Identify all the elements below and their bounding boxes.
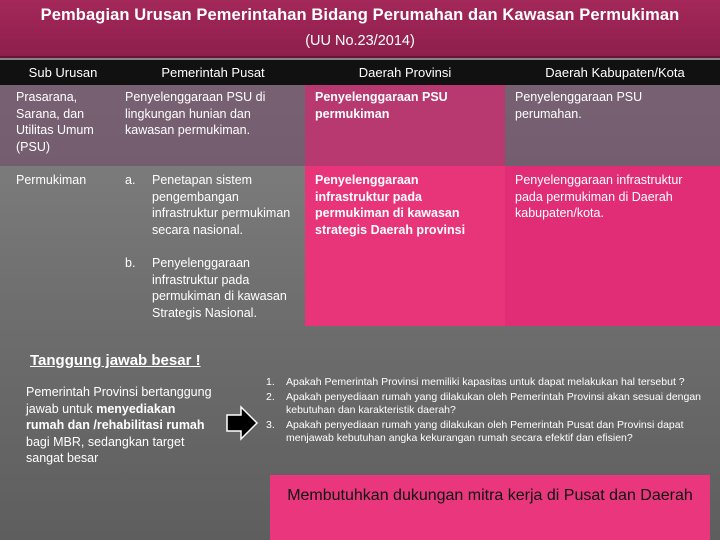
cell-pusat-psu: Penyelenggaraan PSU di lingkungan hunian dan kawasan permukiman. bbox=[125, 90, 266, 137]
cell-kabkota-psu: Penyelenggaraan PSU perumahan. bbox=[515, 90, 643, 121]
right-arrow-icon bbox=[225, 405, 259, 441]
question-text: Apakah penyediaan rumah yang dilakukan oleh Pemerintah Pusat dan Provinsi dapat menjawab kebutuhan angka kekurangan rumah secara efektif dan efisien? bbox=[286, 418, 684, 444]
question-item bbox=[262, 391, 712, 418]
title-bar bbox=[0, 0, 720, 58]
tanggung-jawab-title: Tanggung jawab besar ! bbox=[30, 352, 201, 369]
header-daerah-kabkota: Daerah Kabupaten/Kota bbox=[545, 65, 685, 80]
header-daerah-provinsi: Daerah Provinsi bbox=[358, 65, 452, 80]
question-number: 2. bbox=[266, 390, 275, 403]
cell-pusat-permukiman-a: Penetapan sistem pengembangan infrastruktur permukiman secara nasional. bbox=[152, 173, 291, 237]
question-item bbox=[262, 419, 712, 446]
header-pemerintah-pusat: Pemerintah Pusat bbox=[161, 65, 265, 80]
list-marker-b: b. bbox=[125, 256, 136, 270]
cell-provinsi-permukiman: Penyelenggaraan infrastruktur pada permukiman di kawasan strategis Daerah provinsi bbox=[315, 173, 466, 237]
tanggung-jawab-text bbox=[26, 384, 216, 494]
cell-pusat-permukiman-b: Penyelenggaraan infrastruktur pada permukiman di kawasan Strategis Nasional. bbox=[152, 256, 287, 320]
cell-sub-urusan-psu: Prasarana, Sarana, dan Utilitas Umum (PSU) bbox=[16, 90, 94, 154]
cell-kabkota-permukiman: Penyelenggaraan infrastruktur pada permukiman di Daerah kabupaten/kota. bbox=[515, 173, 683, 220]
question-number: 1. bbox=[266, 376, 275, 388]
tanggung-jawab-text-1: Pemerintah Provinsi bertanggung jawab untuk bbox=[26, 385, 212, 416]
table-header bbox=[0, 60, 720, 85]
tanggung-jawab-text-bold: menyediakan rumah dan /rehabilitasi rumah bbox=[26, 401, 205, 432]
tanggung-jawab-text-2: bagi MBR, sedangkan target sangat besar bbox=[26, 434, 185, 465]
cell-sub-urusan-permukiman: Permukiman bbox=[16, 173, 87, 187]
questions-list bbox=[262, 376, 712, 447]
question-text: Apakah penyediaan rumah yang dilakukan oleh Pemerintah Provinsi akan sesuai dengan kebutuhan dan karakteristik daerah? bbox=[286, 390, 702, 416]
page-title: Pembagian Urusan Pemerintahan Bidang Perumahan dan Kawasan Permukiman bbox=[40, 6, 680, 24]
question-item bbox=[262, 376, 712, 390]
list-marker-a: a. bbox=[125, 173, 136, 187]
question-number: 3. bbox=[266, 418, 275, 431]
support-text: Membutuhkan dukungan mitra kerja di Pusat dan Daerah bbox=[287, 487, 693, 504]
page-subtitle: (UU No.23/2014) bbox=[305, 33, 415, 49]
cell-provinsi-psu: Penyelenggaraan PSU permukiman bbox=[315, 90, 448, 121]
support-callout bbox=[270, 475, 710, 540]
header-sub-urusan: Sub Urusan bbox=[28, 65, 98, 80]
question-text: Apakah Pemerintah Provinsi memiliki kapasitas untuk dapat melakukan hal tersebut ? bbox=[286, 376, 685, 388]
